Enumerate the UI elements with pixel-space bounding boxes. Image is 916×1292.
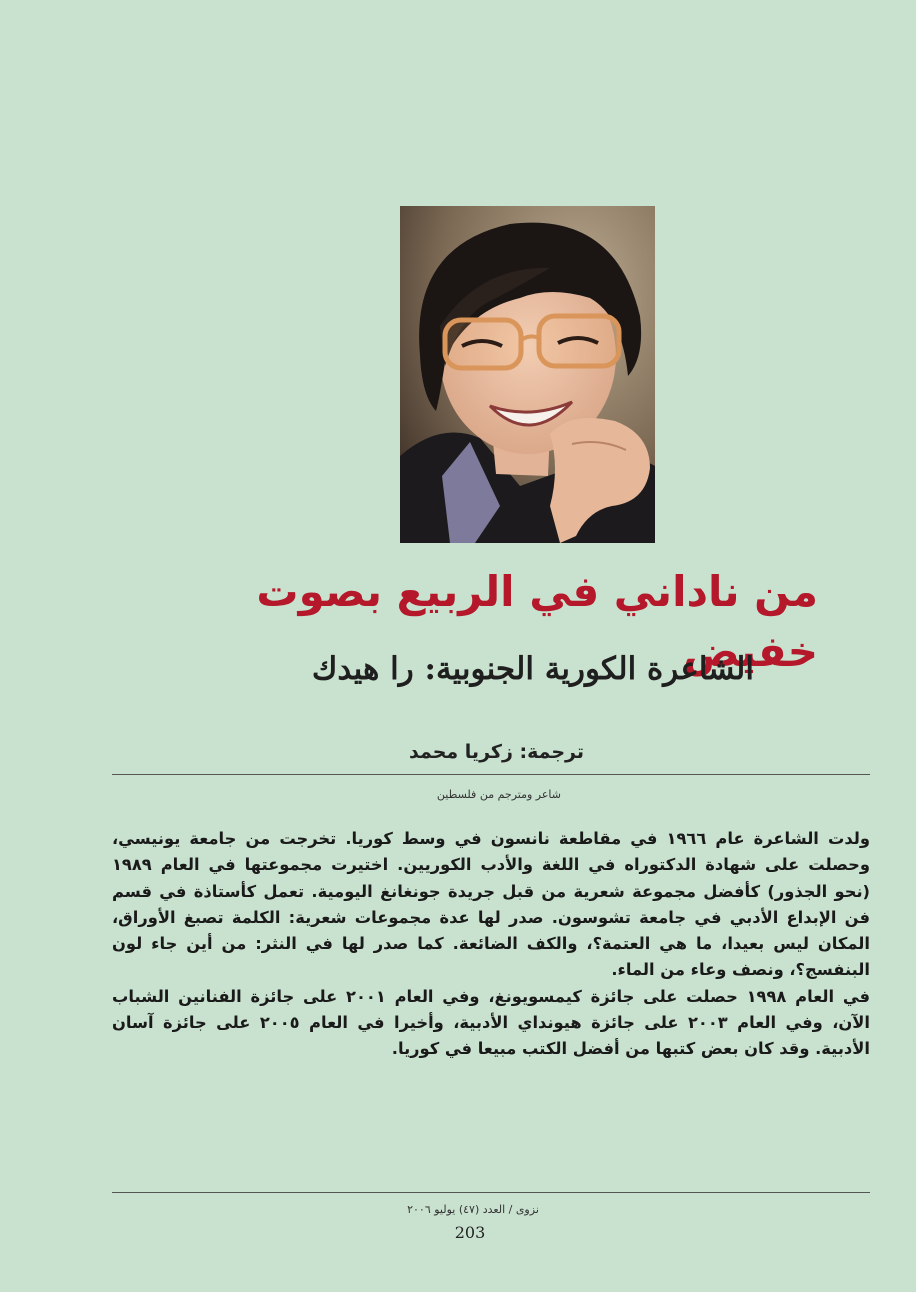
article-subtitle: الشاعرة الكورية الجنوبية: را هيدك	[311, 651, 754, 687]
translator-note: شاعر ومترجم من فلسطين	[436, 788, 561, 801]
top-divider	[112, 774, 870, 775]
article-body	[112, 826, 870, 1063]
paragraph: ولدت الشاعرة عام ١٩٦٦ في مقاطعة نانسون في وسط كوريا. تخرجت من جامعة يونيسي، وحصلت على شهادة الدكتوراه في اللغة والأدب الكوريين. اختيرت مجموعتها في العام ١٩٨٩ (نحو الجذور) كأفضل مجموعة شعرية من قبل جريدة جونغانغ اليومية. تعمل كأستاذة في قسم فن الإبداع الأدبي في جامعة تشوسون. صدر لها عدة مجموعات شعرية: الكلمة تصبغ الأوراق، المكان ليس بعيدا، ما هي العتمة؟، والكف الضائعة. كما صدر لها في النثر: من أين جاء لون البنفسج؟، ونصف وعاء من الماء.	[112, 829, 870, 980]
paragraph: في العام ١٩٩٨ حصلت على جائزة كيمسويونغ، وفي العام ٢٠٠١ على جائزة الفنانين الشباب الآن، وفي العام ٢٠٠٣ على جائزة هيونداي الأدبية، وأخيرا في العام ٢٠٠٥ على جائزة آسان الأدبية. وقد كان بعض كتبها من أفضل الكتب مبيعا في كوريا.	[112, 986, 870, 1059]
author-photo	[400, 206, 655, 543]
article-title: من ناداني في الربيع بصوت خفيض	[256, 567, 818, 676]
bottom-divider	[112, 1192, 870, 1193]
portrait-image	[400, 206, 655, 543]
page-number: 203	[454, 1223, 486, 1242]
translator-line: ترجمة: زكريا محمد	[409, 741, 584, 763]
issue-info: نزوى / العدد (٤٧) يوليو ٢٠٠٦	[407, 1203, 539, 1216]
